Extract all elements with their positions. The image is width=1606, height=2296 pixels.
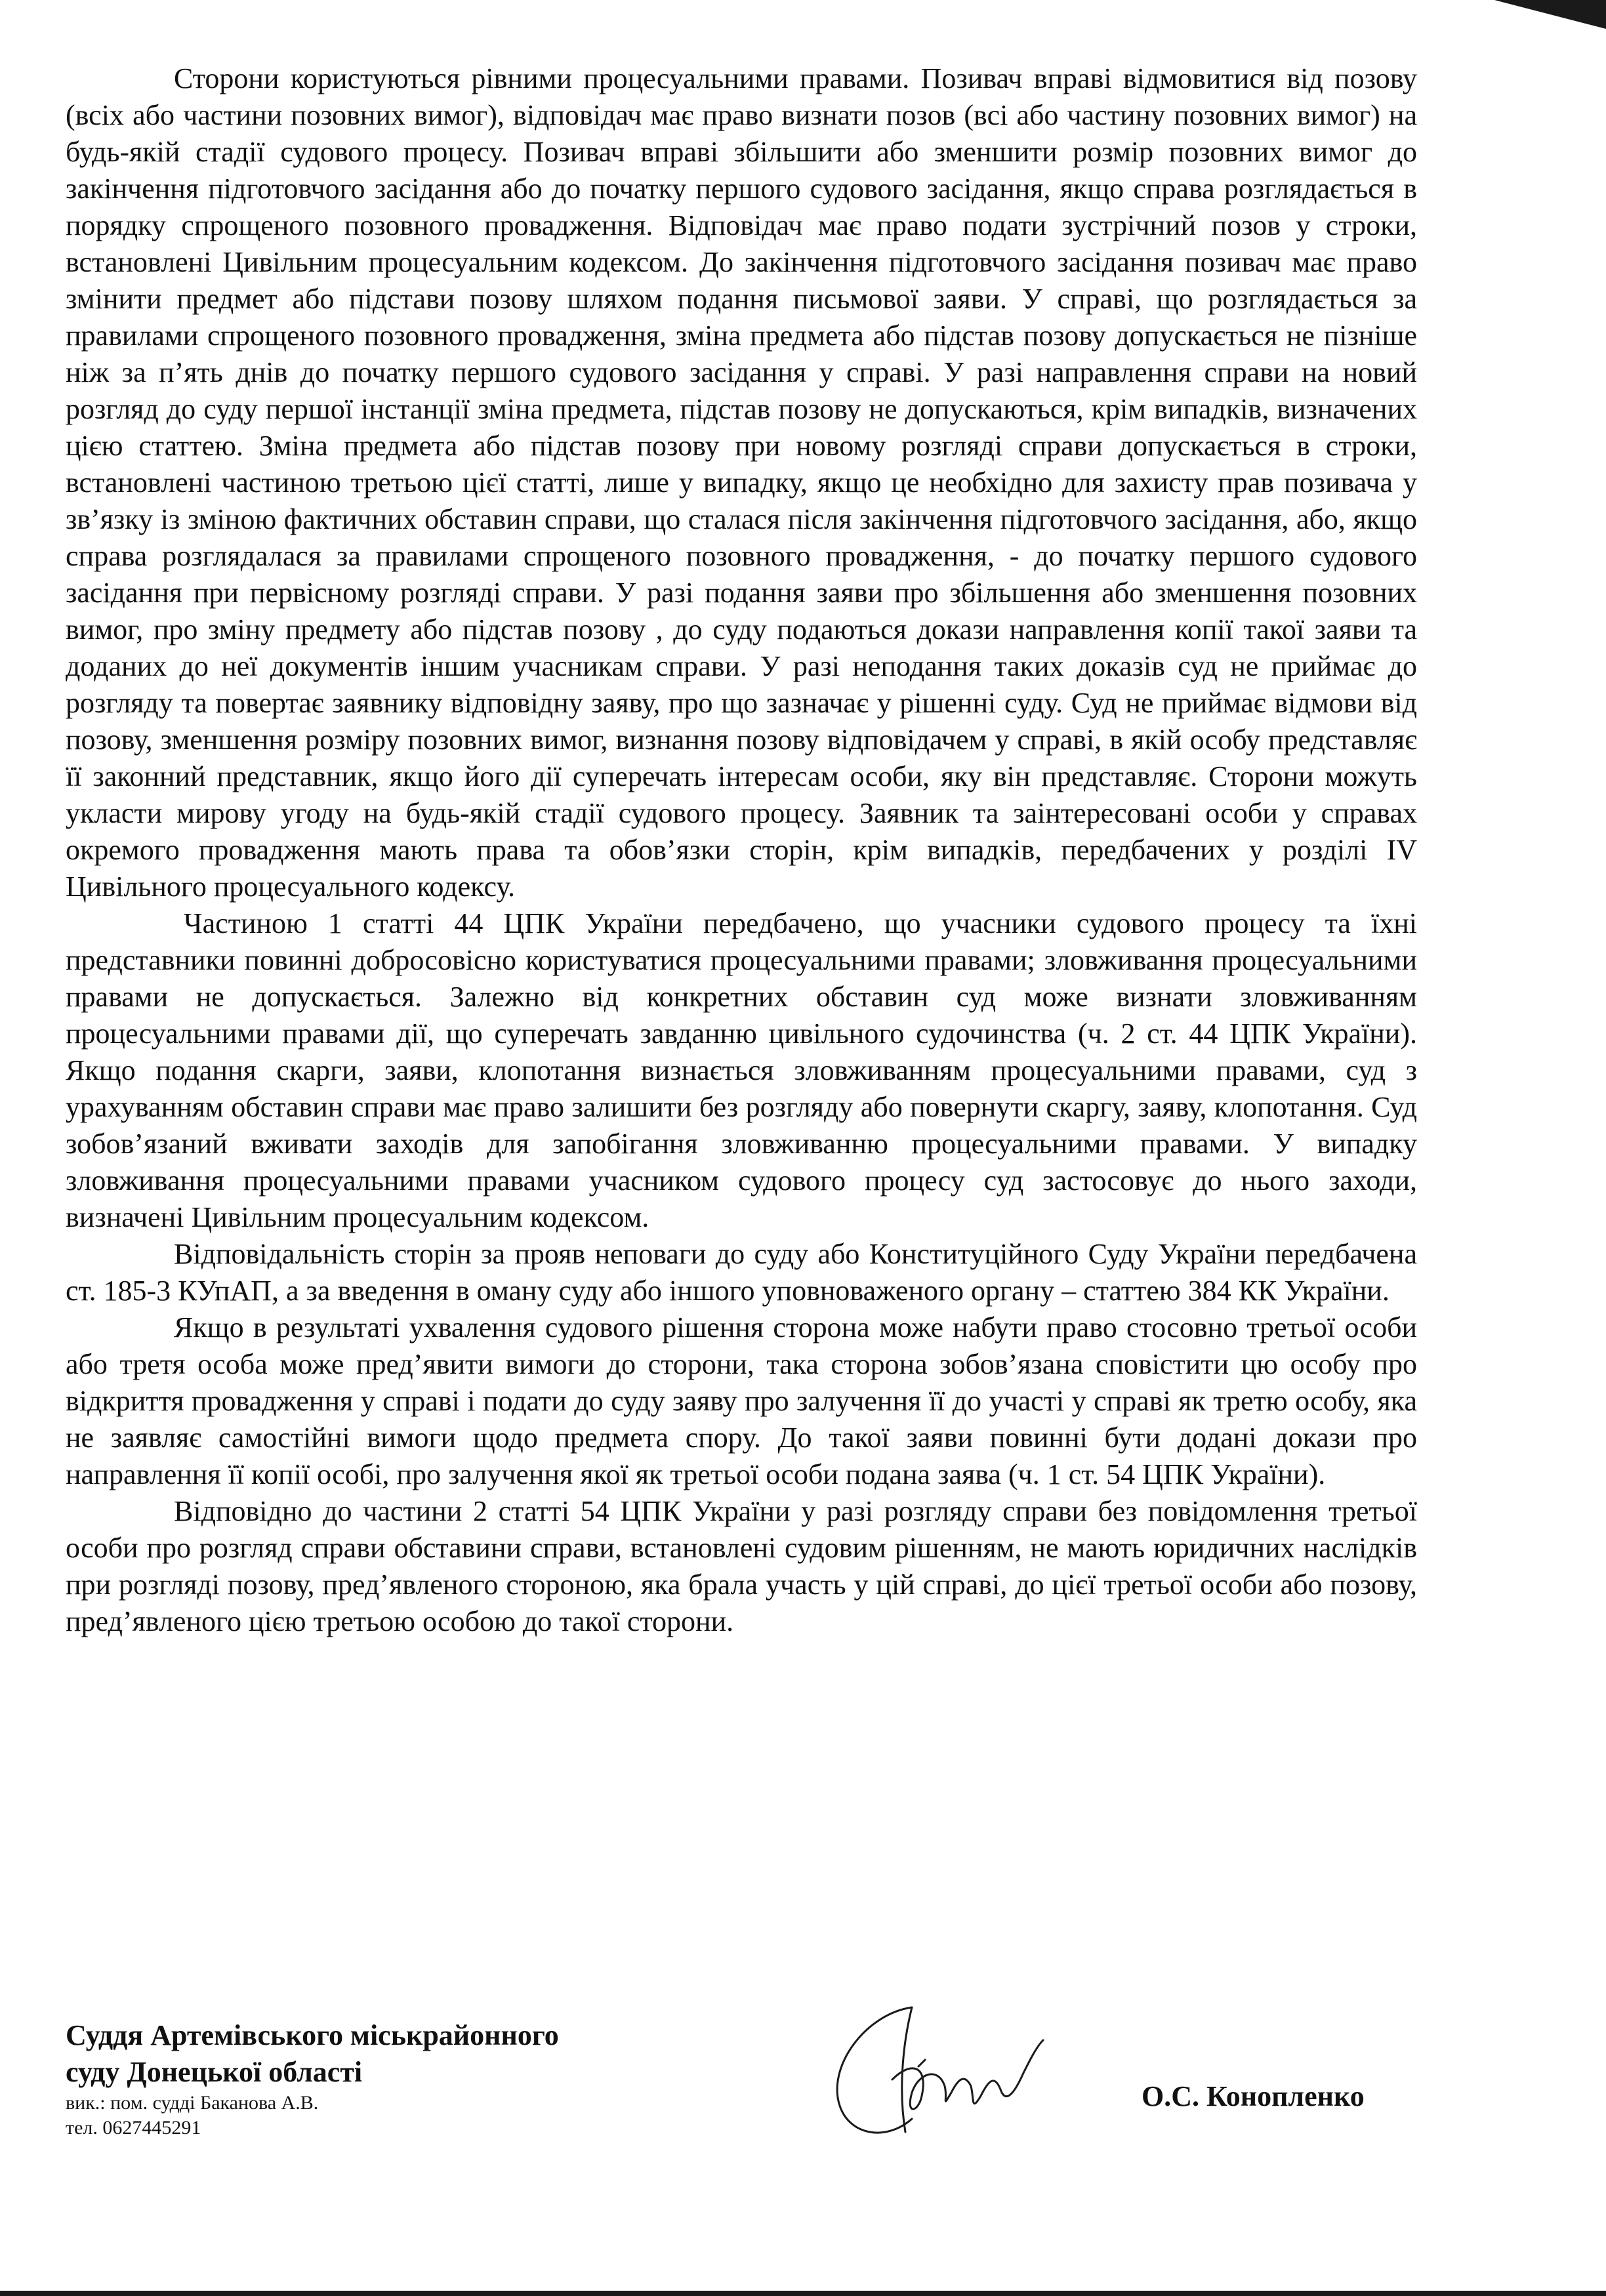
judge-name: О.С. Конопленко bbox=[1142, 2080, 1365, 2112]
document-body bbox=[66, 60, 1417, 1640]
executor-note: вик.: пом. судді Баканова А.В. bbox=[66, 2092, 319, 2114]
paragraph-abuse-of-rights: Частиною 1 статті 44 ЦПК України передбачено, що учасники судового процесу та їхні представники повинні добросовісно користуватися процесуальними правами; зловживання процесуальними правами не допускається. Залежно від конкретних обставин суд може визнати зловживанням процесуальними правами дії, що суперечать завданню цивільного судочинства (ч. 2 ст. 44 ЦПК України). Якщо подання скарги, заяви, клопотання визнається зловживанням процесуальними правами, суд з урахуванням обставин справи має право залишити без розгляду або повернути скаргу, заяву, клопотання. Суд зобов’язаний вживати заходів для запобігання зловживанню процесуальними правами. У випадку зловживання процесуальними правами учасником судового процесу суд застосовує до нього заходи, визначені Цивільним процесуальним кодексом. bbox=[66, 907, 1417, 1233]
scan-bottom-edge bbox=[0, 2291, 1606, 2296]
paragraph-procedural-rights: Сторони користуються рівними процесуальними правами. Позивач вправі відмовитися від позову (всіх або частини позовних вимог), відповідач має право визнати позов (всі або частину позовних вимог) на будь-якій стадії судового процесу. Позивач вправі збільшити або зменшити розмір позовних вимог до закінчення підготовчого засідання або до початку першого судового засідання, якщо справа розглядається в порядку спрощеного позовного провадження. Відповідач має право подати зустрічний позов у строки, встановлені Цивільним процесуальним кодексом. До закінчення підготовчого засідання позивач має право змінити предмет або підстави позову шляхом подання письмової заяви. У справі, що розглядається за правилами спрощеного позовного провадження, зміна предмета або підстав позову допускається не пізніше ніж за п’ять днів до початку першого судового засідання у справі. У разі направлення справи на новий розгляд до суду першої інстанції зміна предмета, підстав позову не допускаються, крім випадків, визначених цією статтею. Зміна предмета або підстав позову при новому розгляді справи допускається в строки, встановлені частиною третьою цієї статті, лише у випадку, якщо це необхідно для захисту прав позивача у зв’язку із зміною фактичних обставин справи, що сталася після закінчення підготовчого засідання, або, якщо справа розглядалася за правилами спрощеного позовного провадження, - до початку першого судового засідання при первісному розгляді справи. У разі подання заяви про збільшення або зменшення позовних вимог, про зміну предмету або підстав позову , до суду подаються докази направлення копії такої заяви та доданих до неї документів іншим учасникам справи. У разі неподання таких доказів суд не приймає до розгляду та повертає заявнику відповідну заяву, про що зазначає у рішенні суду. Суд не приймає відмови від позову, зменшення розміру позовних вимог, визнання позову відповідачем у справі, в якій особу представляє її законний представник, якщо його дії суперечать інтересам особи, яку він представляє. Сторони можуть укласти мирову угоду на будь-якій стадії судового процесу. Заявник та заінтересовані особи у справах окремого провадження мають права та обов’язки сторін, крім випадків, передбачених у розділі IV Цивільного процесуального кодексу. bbox=[66, 62, 1417, 903]
scan-corner-mark bbox=[1494, 0, 1606, 29]
signature-block bbox=[66, 2017, 559, 2141]
paragraph-third-party-consequences: Відповідно до частини 2 статті 54 ЦПК України у разі розгляду справи без повідомлення третьої особи про розгляд справи обставини справи, встановлені судовим рішенням, не мають юридичних наслідків при розгляді позову, пред’явленого стороною, яка брала участь у цій справі, до цієї третьої особи або позову, пред’явленого цією третьою особою до такої сторони. bbox=[66, 1495, 1417, 1637]
phone-number: тел. 0627445291 bbox=[66, 2117, 201, 2139]
handwritten-signature bbox=[813, 1968, 1050, 2152]
paragraph-third-party: Якщо в результаті ухвалення судового рішення сторона може набути право стосовно третьої особи або третя особа може пред’явити вимоги до сторони, така сторона зобов’язана сповістити цю особу про відкриття провадження у справі і подати до суду заяву про залучення її до участі у справі як третю особу, яка не заявляє самостійні вимоги щодо предмета спору. До такої заяви повинні бути додані докази про направлення її копії особі, про залучення якої як третьої особи подана заява (ч. 1 ст. 54 ЦПК України). bbox=[66, 1311, 1417, 1490]
judge-title: Суддя Артемівського міськрайонного суду Донецької області bbox=[66, 2019, 559, 2088]
paragraph-liability: Відповідальність сторін за прояв неповаги до суду або Конституційного Суду України передбачена ст. 185-3 КУпАП, а за введення в оману суду або іншого уповноваженого органу – статтею 384 КК України. bbox=[66, 1238, 1417, 1307]
